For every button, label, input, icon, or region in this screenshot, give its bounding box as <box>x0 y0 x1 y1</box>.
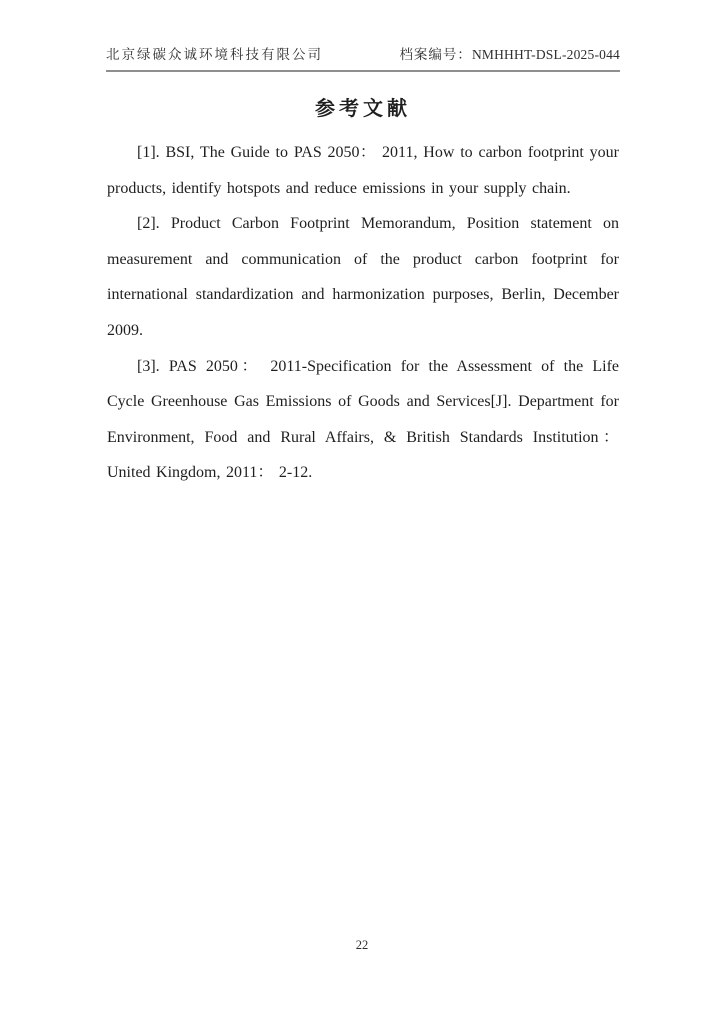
page-number: 22 <box>355 938 369 952</box>
reference-item: [2]. Product Carbon Footprint Memorandum, Position statement on measurement and communication of the product carbon footprint for international standardization and harmonization purposes, Berlin, December 2009. <box>107 215 619 339</box>
header-doc-number <box>399 43 620 63</box>
page-header <box>106 43 620 72</box>
reference-item: [1]. BSI, The Guide to PAS 2050： 2011, How to carbon footprint your products, identify hotspots and reduce emissions in your supply chain. <box>107 144 619 197</box>
doc-number-label: 档案编号： <box>399 47 472 62</box>
page-title: 参考文献 <box>315 98 411 120</box>
references-list <box>107 135 619 491</box>
doc-number-value: NMHHHT-DSL-2025-044 <box>471 47 620 62</box>
reference-item: [3]. PAS 2050： 2011-Specification for the Assessment of the Life Cycle Greenhouse Gas Emissions of Goods and Services[J]. Department for Environment, Food and Rural Affairs, & British Standards Institution： United Kingdom, 2011： 2-12. <box>107 357 619 482</box>
header-company-name: 北京绿碳众诚环境科技有限公司 <box>106 47 323 62</box>
